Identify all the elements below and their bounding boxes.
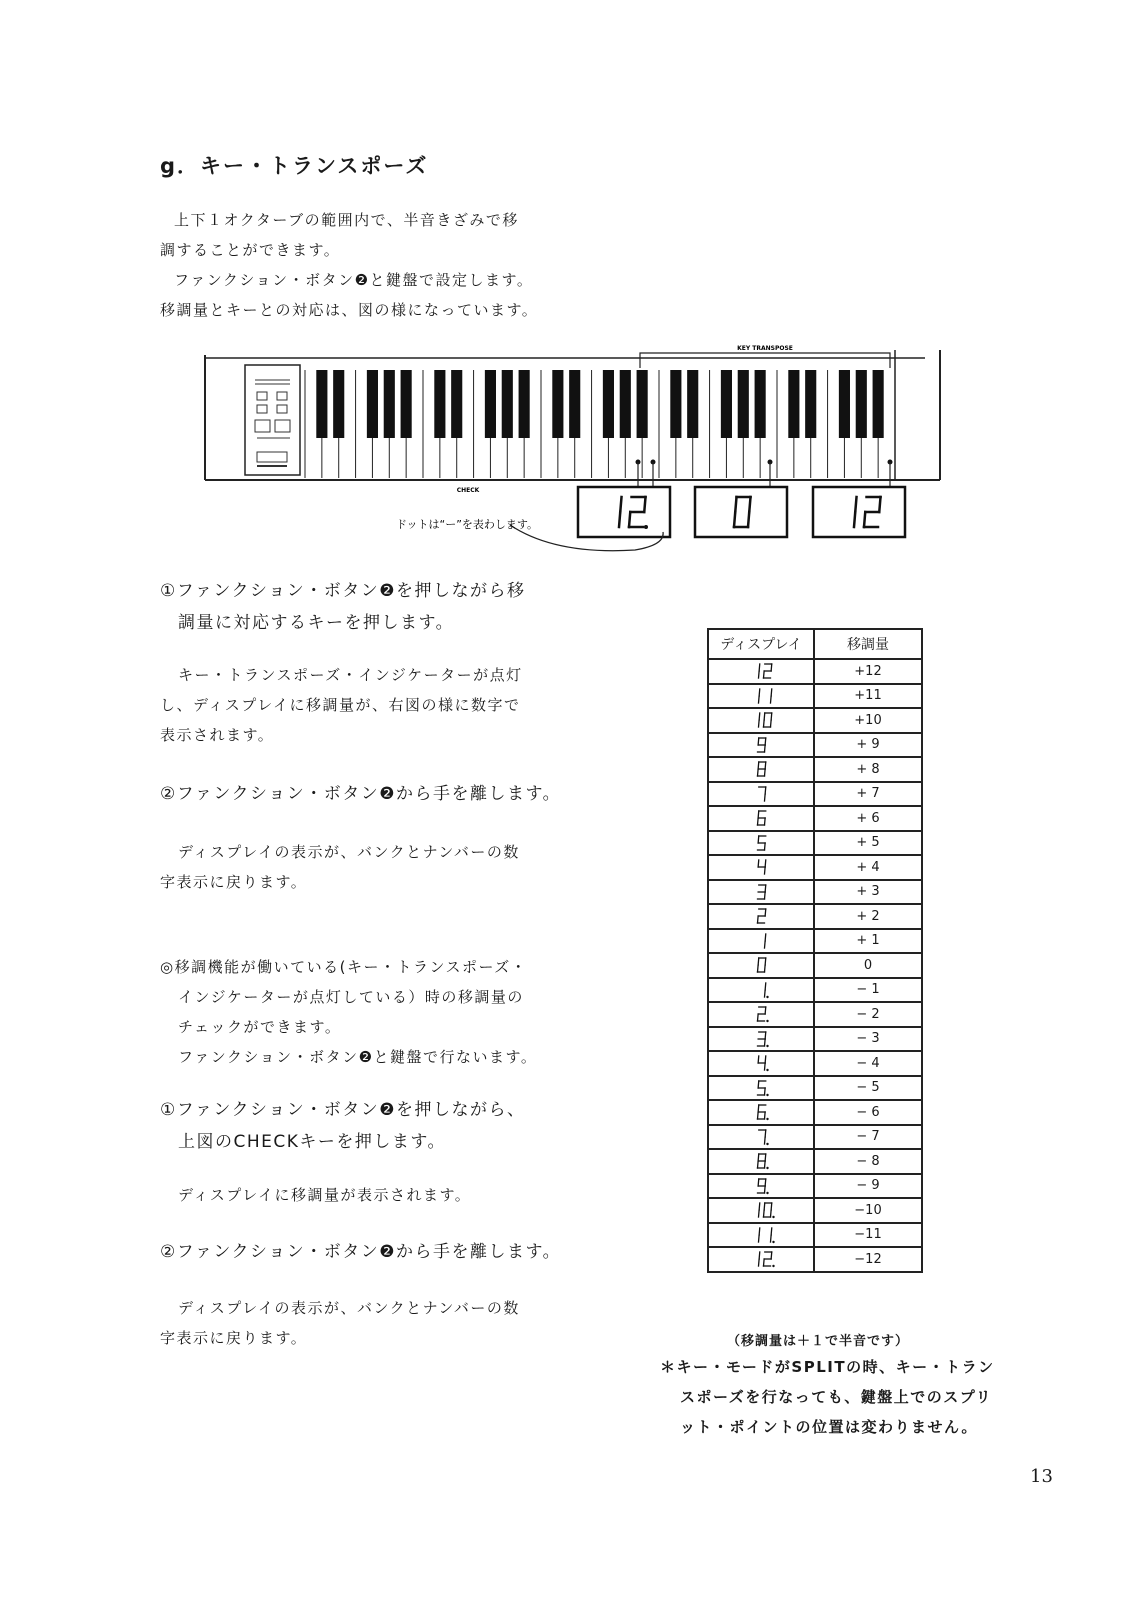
display-cell [708, 1051, 814, 1076]
black-key [755, 370, 766, 438]
seven-segment-display [731, 1176, 791, 1196]
display-cell [708, 1002, 814, 1027]
check-line: インジケーターが点灯している）時の移調量の [178, 988, 524, 1006]
check-label: CHECK [456, 487, 480, 494]
intro-line: 上下１オクターブの範囲内で、半音きざみで移 [174, 211, 519, 229]
display-cell [708, 659, 814, 684]
amount-cell: − 5 [814, 1076, 922, 1101]
table-row [708, 1223, 922, 1248]
table-row [708, 1002, 922, 1027]
display-cell [708, 1149, 814, 1174]
display-cell [708, 684, 814, 709]
intro-line: ファンクション・ボタン❷と鍵盤で設定します。 [174, 271, 534, 289]
amount-cell: + 5 [814, 831, 922, 856]
seven-segment-display [731, 686, 791, 706]
desc-line: ディスプレイの表示が、バンクとナンバーの数 [178, 843, 520, 861]
display-cell [708, 733, 814, 758]
amount-cell: + 4 [814, 855, 922, 880]
header-display: ディスプレイ [708, 629, 814, 659]
table-row [708, 929, 922, 954]
key-transpose-label: KEY TRANSPOSE [737, 345, 793, 352]
table-header-row [708, 629, 922, 659]
amount-cell: −12 [814, 1247, 922, 1272]
amount-cell: +10 [814, 708, 922, 733]
split-note [660, 1352, 995, 1442]
display-box-2 [695, 487, 787, 537]
black-key [434, 370, 445, 438]
seven-segment-display [731, 1053, 791, 1073]
section2-desc2 [160, 1293, 520, 1353]
section2-step1 [160, 1094, 525, 1158]
black-key [502, 370, 513, 438]
table-row [708, 733, 922, 758]
section2-desc1: ディスプレイに移調量が表示されます。 [178, 1186, 472, 1204]
table-row [708, 904, 922, 929]
black-key [738, 370, 749, 438]
display-cell [708, 929, 814, 954]
table-row [708, 1076, 922, 1101]
display-cell [708, 708, 814, 733]
seven-segment-display [731, 882, 791, 902]
seven-segment-display [731, 1249, 791, 1269]
key-transpose-bracket [640, 353, 890, 368]
table-row [708, 1198, 922, 1223]
desc-line: 表示されます。 [160, 726, 275, 744]
black-key [519, 370, 530, 438]
transpose-table [707, 628, 923, 1273]
seven-segment-display [731, 1127, 791, 1147]
black-key [873, 370, 884, 438]
black-key [839, 370, 850, 438]
table-row [708, 1027, 922, 1052]
black-key [316, 370, 327, 438]
page-title: g．キー・トランスポーズ [160, 154, 429, 178]
table-row [708, 782, 922, 807]
amount-cell: +11 [814, 684, 922, 709]
display-cell [708, 855, 814, 880]
table-row [708, 1125, 922, 1150]
display-cell [708, 1247, 814, 1272]
seven-segment-display [731, 1102, 791, 1122]
black-key [333, 370, 344, 438]
amount-cell: +12 [814, 659, 922, 684]
seven-segment-display [731, 1200, 791, 1220]
black-key [603, 370, 614, 438]
display-cell [708, 1125, 814, 1150]
seven-segment-display [731, 1004, 791, 1024]
amount-cell: + 9 [814, 733, 922, 758]
keyboard-keys [305, 370, 895, 478]
keyboard-diagram [195, 340, 955, 560]
table-row [708, 978, 922, 1003]
seven-segment-display [731, 735, 791, 755]
amount-cell: + 6 [814, 806, 922, 831]
check-line: ファンクション・ボタン❷と鍵盤で行ないます。 [178, 1048, 538, 1066]
note-line: ＊キー・モードがSPLITの時、キー・トラン [660, 1358, 995, 1376]
display-cell [708, 806, 814, 831]
black-key [856, 370, 867, 438]
table-row [708, 1247, 922, 1272]
seven-segment-display [731, 980, 791, 1000]
seven-segment-display [731, 661, 791, 681]
table-row [708, 757, 922, 782]
display-box-1 [578, 487, 670, 537]
dot-note: ドットは“ー”を表わします。 [395, 518, 539, 531]
check-line: チェックができます。 [178, 1018, 342, 1036]
table-caption: （移調量は＋１で半音です） [727, 1334, 910, 1349]
section1-step2: ②ファンクション・ボタン❷から手を離します。 [160, 784, 562, 804]
black-key [485, 370, 496, 438]
desc-line: 字表示に戻ります。 [160, 1329, 308, 1347]
display-cell [708, 757, 814, 782]
step-line: ①ファンクション・ボタン❷を押しながら、 [160, 1100, 526, 1120]
seven-segment-display [731, 1151, 791, 1171]
seven-segment-display [731, 1029, 791, 1049]
check-line: ◎移調機能が働いている(キー・トランスポーズ・ [160, 958, 528, 976]
display-cell [708, 880, 814, 905]
seven-segment-display [731, 955, 791, 975]
seven-segment-display [731, 759, 791, 779]
table-row [708, 880, 922, 905]
section1-desc1 [160, 660, 523, 750]
display-cell [708, 1223, 814, 1248]
black-key [552, 370, 563, 438]
display-cell [708, 1027, 814, 1052]
seven-segment-display [731, 833, 791, 853]
display-cell [708, 1198, 814, 1223]
table-row [708, 659, 922, 684]
amount-cell: − 9 [814, 1174, 922, 1199]
black-key [451, 370, 462, 438]
seven-segment-display [731, 808, 791, 828]
black-key [384, 370, 395, 438]
amount-cell: − 4 [814, 1051, 922, 1076]
display-cell [708, 904, 814, 929]
display-box-3 [813, 487, 905, 537]
black-key [788, 370, 799, 438]
black-key [721, 370, 732, 438]
black-key [569, 370, 580, 438]
table-row [708, 806, 922, 831]
step-line: 調量に対応するキーを押します。 [178, 613, 455, 633]
display-cell [708, 831, 814, 856]
display-cell [708, 1100, 814, 1125]
table-row [708, 1100, 922, 1125]
display-cell [708, 953, 814, 978]
amount-cell: −11 [814, 1223, 922, 1248]
amount-cell: + 8 [814, 757, 922, 782]
section2-step2: ②ファンクション・ボタン❷から手を離します。 [160, 1242, 562, 1262]
amount-cell: − 3 [814, 1027, 922, 1052]
intro-line: 調することができます。 [160, 241, 341, 259]
seven-segment-display [731, 857, 791, 877]
amount-cell: + 3 [814, 880, 922, 905]
section1-step1 [160, 575, 525, 639]
black-key [401, 370, 412, 438]
amount-cell: − 8 [814, 1149, 922, 1174]
note-line: ット・ポイントの位置は変わりません。 [680, 1418, 978, 1436]
desc-line: ディスプレイの表示が、バンクとナンバーの数 [178, 1299, 520, 1317]
table-row [708, 953, 922, 978]
table-row [708, 1149, 922, 1174]
header-amount: 移調量 [814, 629, 922, 659]
seven-segment-display [731, 784, 791, 804]
table-row [708, 708, 922, 733]
display-cell [708, 1174, 814, 1199]
amount-cell: −10 [814, 1198, 922, 1223]
table-row [708, 1051, 922, 1076]
page-number: 13 [1030, 1466, 1053, 1487]
amount-cell: − 6 [814, 1100, 922, 1125]
note-line: スポーズを行なっても、鍵盤上でのスプリ [680, 1388, 993, 1406]
intro-line: 移調量とキーとの対応は、図の様になっています。 [160, 301, 539, 319]
amount-cell: + 2 [814, 904, 922, 929]
black-key [687, 370, 698, 438]
seven-segment-display [731, 1225, 791, 1245]
amount-cell: + 1 [814, 929, 922, 954]
section1-desc2 [160, 837, 520, 897]
amount-cell: − 2 [814, 1002, 922, 1027]
black-key [620, 370, 631, 438]
section2-check [160, 953, 537, 1073]
desc-line: し、ディスプレイに移調量が、右図の様に数字で [160, 696, 521, 714]
seven-segment-display [731, 1078, 791, 1098]
step-line: 上図のCHECKキーを押します。 [178, 1132, 447, 1152]
table-row [708, 855, 922, 880]
black-key [670, 370, 681, 438]
black-key [805, 370, 816, 438]
desc-line: キー・トランスポーズ・インジケーターが点灯 [178, 666, 523, 684]
seven-segment-display [731, 906, 791, 926]
display-digits [619, 497, 881, 529]
black-key [637, 370, 648, 438]
seven-segment-display [731, 710, 791, 730]
table-row [708, 1174, 922, 1199]
desc-line: 字表示に戻ります。 [160, 873, 308, 891]
table-row [708, 684, 922, 709]
amount-cell: + 7 [814, 782, 922, 807]
amount-cell: − 1 [814, 978, 922, 1003]
display-cell [708, 1076, 814, 1101]
amount-cell: 0 [814, 953, 922, 978]
table-row [708, 831, 922, 856]
intro-paragraph [160, 205, 538, 325]
display-cell [708, 978, 814, 1003]
step-line: ①ファンクション・ボタン❷を押しながら移 [160, 581, 526, 601]
amount-cell: − 7 [814, 1125, 922, 1150]
display-cell [708, 782, 814, 807]
black-key [367, 370, 378, 438]
control-panel [245, 365, 300, 475]
seven-segment-display [731, 931, 791, 951]
